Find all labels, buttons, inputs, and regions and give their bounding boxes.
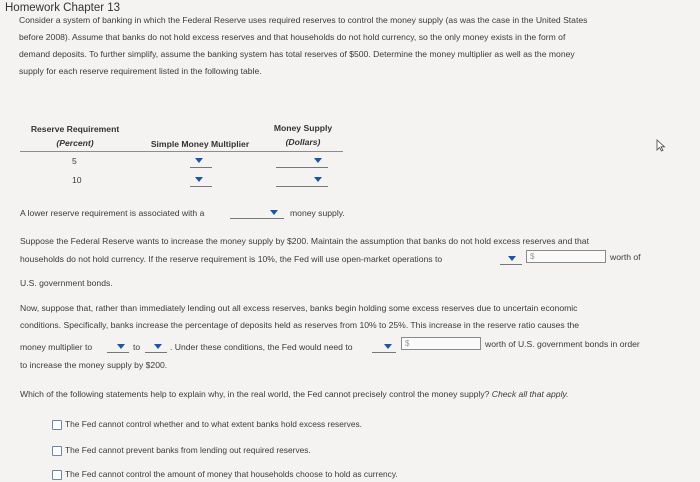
checkbox-icon[interactable] — [52, 470, 62, 480]
intro-line-2: before 2008). Assume that banks do not hold excess reserves and that households do not hold currency, so the only money exists in the form of — [19, 32, 566, 42]
q2-amount-input[interactable] — [526, 250, 606, 263]
checkbox-icon[interactable] — [52, 420, 62, 430]
q1-text-after: money supply. — [290, 208, 345, 218]
col-header-reserve-title: Reserve Requirement — [30, 124, 120, 134]
table-row-1-reserve: 5 — [72, 156, 77, 166]
col-header-money-supply-title: Money Supply — [273, 123, 333, 133]
dropdown-caret-icon — [195, 177, 203, 182]
dropdown-caret-icon — [117, 344, 125, 349]
option-label: The Fed cannot control the amount of money that households choose to hold as currency. — [65, 469, 398, 479]
q4-prompt-text: Which of the following statements help to explain why, in the real world, the Fed cannot precisely control the money supply? — [20, 389, 490, 399]
intro-line-1: Consider a system of banking in which the Federal Reserve uses required reserves to control the money supply (as was the case in the United States — [19, 15, 588, 25]
q3-mm-from-dropdown[interactable] — [107, 341, 129, 353]
q3-to: to — [133, 342, 141, 352]
option-label: The Fed cannot prevent banks from lending out required reserves. — [65, 445, 311, 455]
q3-worth-after: worth of U.S. government bonds in order — [485, 339, 640, 349]
q2-operation-dropdown[interactable] — [500, 253, 522, 265]
q3-operation-dropdown[interactable] — [372, 341, 396, 353]
table-row-2-reserve: 10 — [72, 175, 82, 185]
option-label: The Fed cannot control whether and to what extent banks hold excess reserves. — [65, 419, 363, 429]
dropdown-caret-icon — [384, 344, 392, 349]
q3-line-2: conditions. Specifically, banks increase the percentage of deposits held as reserves from 10% to 25%. This increase in the reserve ratio causes the — [20, 320, 580, 330]
dollar-sign: $ — [405, 339, 410, 348]
dropdown-caret-icon — [154, 344, 162, 349]
q2-worth-of: worth of — [610, 252, 641, 262]
dropdown-caret-icon — [314, 177, 322, 182]
q2-line-1: Suppose the Federal Reserve wants to increase the money supply by $200. Maintain the assumption that banks do not hold excess reserves and that — [20, 236, 589, 246]
q1-dropdown[interactable] — [230, 207, 284, 219]
q3-line-4: to increase the money supply by $200. — [20, 360, 168, 370]
money-supply-dropdown-row-1[interactable] — [276, 154, 328, 168]
q2-line-2: households do not hold currency. If the reserve requirement is 10%, the Fed will use open-market operations to — [20, 254, 443, 264]
multiplier-dropdown-row-1[interactable] — [188, 154, 214, 168]
q3-mm-after: . Under these conditions, the Fed would need to — [170, 342, 353, 352]
q2-line-3: U.S. government bonds. — [20, 278, 113, 288]
page-title: Homework Chapter 13 — [5, 2, 121, 14]
money-supply-dropdown-row-2[interactable] — [276, 173, 328, 187]
mouse-cursor-icon — [656, 139, 666, 157]
dollar-sign: $ — [530, 252, 535, 261]
q4-prompt — [20, 386, 569, 403]
q3-mm-to-dropdown[interactable] — [145, 341, 167, 353]
col-header-reserve — [20, 124, 130, 148]
checkbox-option-2[interactable] — [51, 443, 471, 459]
dropdown-caret-icon — [508, 256, 516, 261]
intro-line-4: supply for each reserve requirement listed in the following table. — [19, 66, 262, 76]
col-header-money-supply — [262, 123, 344, 147]
dropdown-caret-icon — [314, 158, 322, 163]
table-header-rule — [20, 151, 343, 152]
q4-instruction: Check all that apply. — [491, 389, 569, 399]
intro-line-3: demand deposits. To further simplify, assume the banking system has total reserves of $500. Determine the money multiplier as well as the money — [19, 49, 575, 59]
dropdown-caret-icon — [195, 158, 203, 163]
q3-amount-input[interactable] — [401, 337, 481, 350]
col-header-multiplier: Simple Money Multiplier — [150, 139, 250, 149]
checkbox-option-3[interactable] — [51, 467, 471, 482]
col-header-money-supply-unit: (Dollars) — [285, 137, 321, 147]
multiplier-dropdown-row-2[interactable] — [188, 173, 214, 187]
q1-text-before: A lower reserve requirement is associated with a — [20, 208, 205, 218]
col-header-reserve-unit: (Percent) — [56, 138, 94, 148]
q3-line-1: Now, suppose that, rather than immediately lending out all excess reserves, banks begin holding some excess reserves due to uncertain economic — [20, 303, 578, 313]
q3-mm-label: money multiplier to — [20, 342, 93, 352]
checkbox-option-1[interactable] — [51, 417, 471, 433]
checkbox-icon[interactable] — [52, 446, 62, 456]
dropdown-caret-icon — [270, 210, 278, 215]
